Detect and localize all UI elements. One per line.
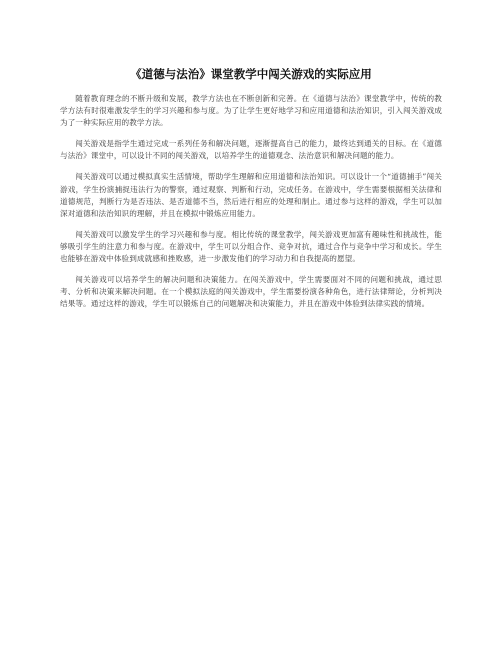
paragraph-problem-solving: 闯关游戏可以培养学生的解决问题和决策能力。在闯关游戏中，学生需要面对不同的问题和挑战，通过思考、分析和决策来解决问题。在一个模拟法庭的闯关游戏中，学生需要扮演各种角色，进行法律辩论，分析判决结果等。通过这样的游戏，学生可以锻炼自己的问题解决和决策能力，并且在游戏中体验到法律实践的情境。	[60, 275, 442, 309]
paragraph-definition: 闯关游戏是指学生通过完成一系列任务和解决问题，逐渐提高自己的能力，最终达到通关的目标。在《道德与法治》课堂中，可以设计不同的闯关游戏，以培养学生的道德观念、法治意识和解决问题的能力。	[60, 139, 442, 161]
document-title: 《道德与法治》课堂教学中闯关游戏的实际应用	[130, 67, 372, 81]
paragraph-interest: 闯关游戏可以激发学生的学习兴趣和参与度。相比传统的课堂教学，闯关游戏更加富有趣味性和挑战性，能够吸引学生的注意力和参与度。在游戏中，学生可以分组合作、竞争对抗，通过合作与竞争中学习和成长。学生也能够在游戏中体验到成就感和挫败感，进一步激发他们的学习动力和自我提高的愿望。	[60, 229, 442, 264]
paragraph-intro: 随着教育理念的不断升级和发展，教学方法也在不断创新和完善。在《道德与法治》课堂教学中，传统的教学方法有时很难激发学生的学习兴趣和参与度。为了让学生更好地学习和应用道德和法治知识，引入闯关游戏成为了一种实际应用的教学方法。	[60, 94, 442, 128]
paragraph-simulation: 闯关游戏可以通过模拟真实生活情境，帮助学生理解和应用道德和法治知识。可以设计一个“道德捕手”闯关游戏，学生扮演捕捉违法行为的警察，通过观察、判断和行动，完成任务。在游戏中，学生需要根据相关法律和道德规范，判断行为是否违法、是否道德不当，然后进行相应的处理和制止。通过参与这样的游戏，学生可以加深对道德和法治知识的理解，并且在模拟中锻炼应用能力。	[60, 172, 442, 218]
document-body	[60, 93, 442, 319]
